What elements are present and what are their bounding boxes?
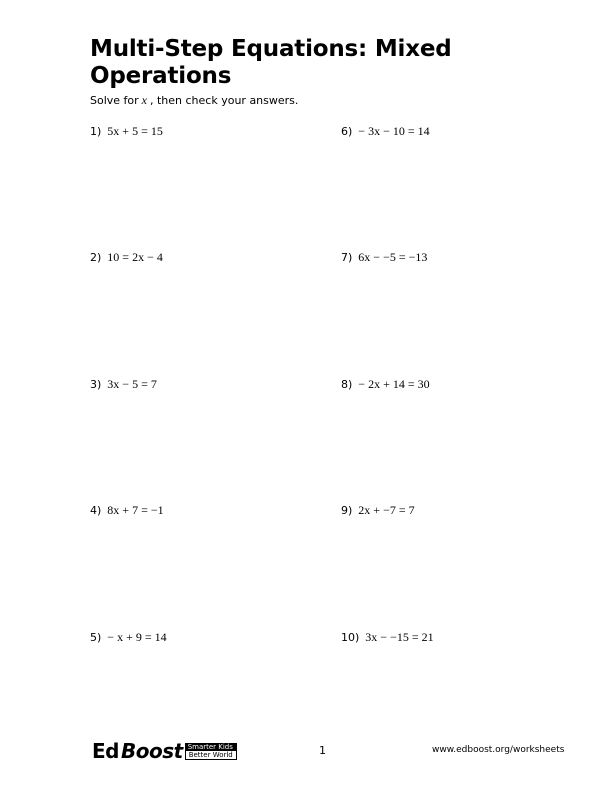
instructions-variable: x xyxy=(141,93,147,107)
problem-number: 1) xyxy=(90,125,102,138)
problem-7 xyxy=(341,249,427,266)
problem-3 xyxy=(90,376,157,393)
problem-number: 4) xyxy=(90,504,102,517)
problem-equation: 6x − −5 = −13 xyxy=(358,250,428,264)
problem-equation: 3x − 5 = 7 xyxy=(107,377,157,391)
instructions-text-start: Solve for xyxy=(90,94,139,107)
problem-equation: 5x + 5 = 15 xyxy=(107,124,163,138)
problem-equation: − 2x + 14 = 30 xyxy=(358,377,430,391)
problem-2 xyxy=(90,249,163,266)
logo-ed-text: Ed xyxy=(92,739,119,763)
problem-6 xyxy=(341,123,430,140)
instructions xyxy=(90,93,298,108)
problem-equation: 8x + 7 = −1 xyxy=(107,503,164,517)
problem-number: 9) xyxy=(341,504,353,517)
logo-tagline-line1: Smarter Kids xyxy=(185,743,237,751)
problem-5 xyxy=(90,629,167,646)
problem-equation: 10 = 2x − 4 xyxy=(107,250,163,264)
problem-equation: 2x + −7 = 7 xyxy=(358,503,415,517)
problem-1 xyxy=(90,123,163,140)
logo-boost-text: Boost xyxy=(120,739,183,763)
problem-number: 6) xyxy=(341,125,353,138)
problem-number: 3) xyxy=(90,378,102,391)
problem-9 xyxy=(341,502,415,519)
problem-8 xyxy=(341,376,430,393)
problem-equation: 3x − −15 = 21 xyxy=(365,630,434,644)
problem-number: 7) xyxy=(341,251,353,264)
page-title: Multi-Step Equations: Mixed Operations xyxy=(90,36,452,89)
problem-number: 8) xyxy=(341,378,353,391)
edboost-logo xyxy=(92,739,237,761)
problem-10 xyxy=(341,629,434,646)
page-number: 1 xyxy=(319,744,326,757)
problem-number: 2) xyxy=(90,251,102,264)
logo-tagline xyxy=(185,743,237,760)
instructions-text-end: , then check your answers. xyxy=(150,94,299,107)
problem-number: 5) xyxy=(90,631,102,644)
logo-tagline-line2: Better World xyxy=(185,751,237,760)
problem-equation: − x + 9 = 14 xyxy=(107,630,167,644)
footer-url: www.edboost.org/worksheets xyxy=(432,745,565,755)
problem-equation: − 3x − 10 = 14 xyxy=(358,124,430,138)
problem-4 xyxy=(90,502,164,519)
problem-number: 10) xyxy=(341,631,360,644)
